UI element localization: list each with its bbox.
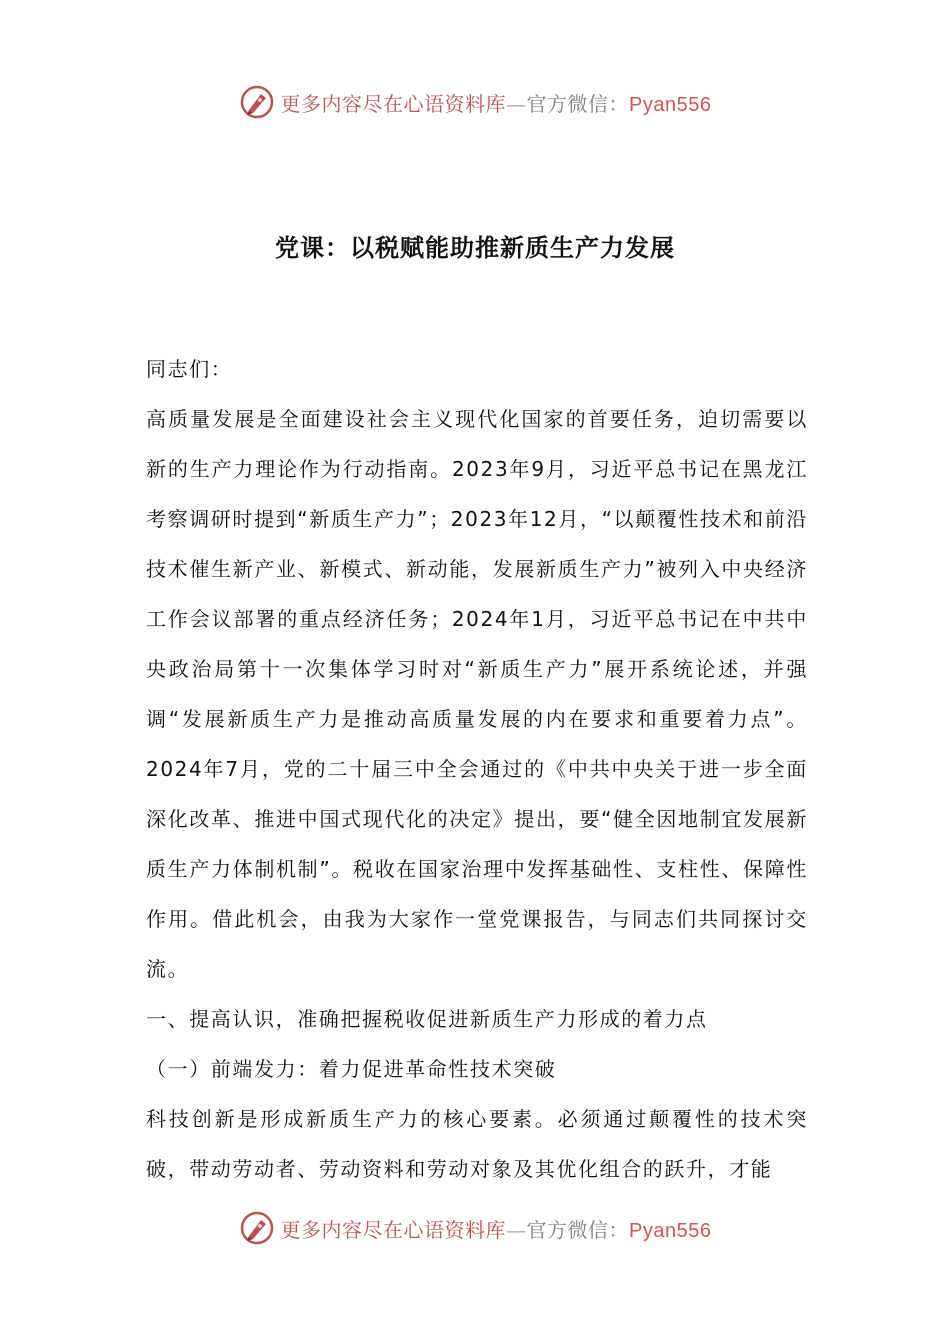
subsection-heading: （一）前端发力：着力促进革命性技术突破	[146, 1057, 557, 1081]
header-watermark-banner	[0, 82, 950, 122]
watermark-official-label: 官方微信：	[526, 91, 630, 116]
document-body	[146, 344, 808, 1194]
intro-paragraph: 高质量发展是全面建设社会主义现代化国家的首要任务，迫切需要以新的生产力理论作为行动指南。2023年9月，习近平总书记在黑龙江考察调研时提到“新质生产力”；2023年12月，“以颠覆性技术和前沿技术催生新产业、新模式、新动能，发展新质生产力”被列入中央经济工作会议部署的重点经济任务；2024年1月，习近平总书记在中共中央政治局第十一次集体学习时对“新质生产力”展开系统论述，并强调“发展新质生产力是推动高质量发展的内在要求和重要着力点”。2024年7月，党的二十届三中全会通过的《中共中央关于进一步全面深化改革、推进中国式现代化的决定》提出，要“健全因地制宜发展新质生产力体制机制”。税收在国家治理中发挥基础性、支柱性、保障性作用。借此机会，由我为大家作一堂党课报告，与同志们共同探讨交流。	[146, 407, 808, 981]
watermark-main-text: 更多内容尽在心语资料库	[280, 1217, 507, 1242]
watermark-main-text: 更多内容尽在心语资料库	[280, 91, 507, 116]
watermark-dash: —	[506, 1217, 527, 1242]
salutation: 同志们：	[146, 357, 233, 381]
watermark-wechat-id: Pyan556	[629, 93, 712, 116]
pen-nib-logo-icon	[239, 84, 275, 120]
section-heading: 一、提高认识，准确把握税收促进新质生产力形成的着力点	[146, 1007, 708, 1031]
watermark-text	[281, 88, 712, 117]
watermark-wechat-id: Pyan556	[629, 1219, 712, 1242]
watermark-official-label: 官方微信：	[526, 1217, 630, 1242]
watermark-dash: —	[506, 91, 527, 116]
subsection-paragraph: 科技创新是形成新质生产力的核心要素。必须通过颠覆性的技术突破，带动劳动者、劳动资料和劳动对象及其优化组合的跃升，才能	[146, 1107, 808, 1181]
document-title: 党课：以税赋能助推新质生产力发展	[275, 233, 675, 262]
pen-nib-logo-icon	[239, 1210, 275, 1246]
footer-watermark-banner	[0, 1208, 950, 1248]
watermark-text	[281, 1214, 712, 1243]
